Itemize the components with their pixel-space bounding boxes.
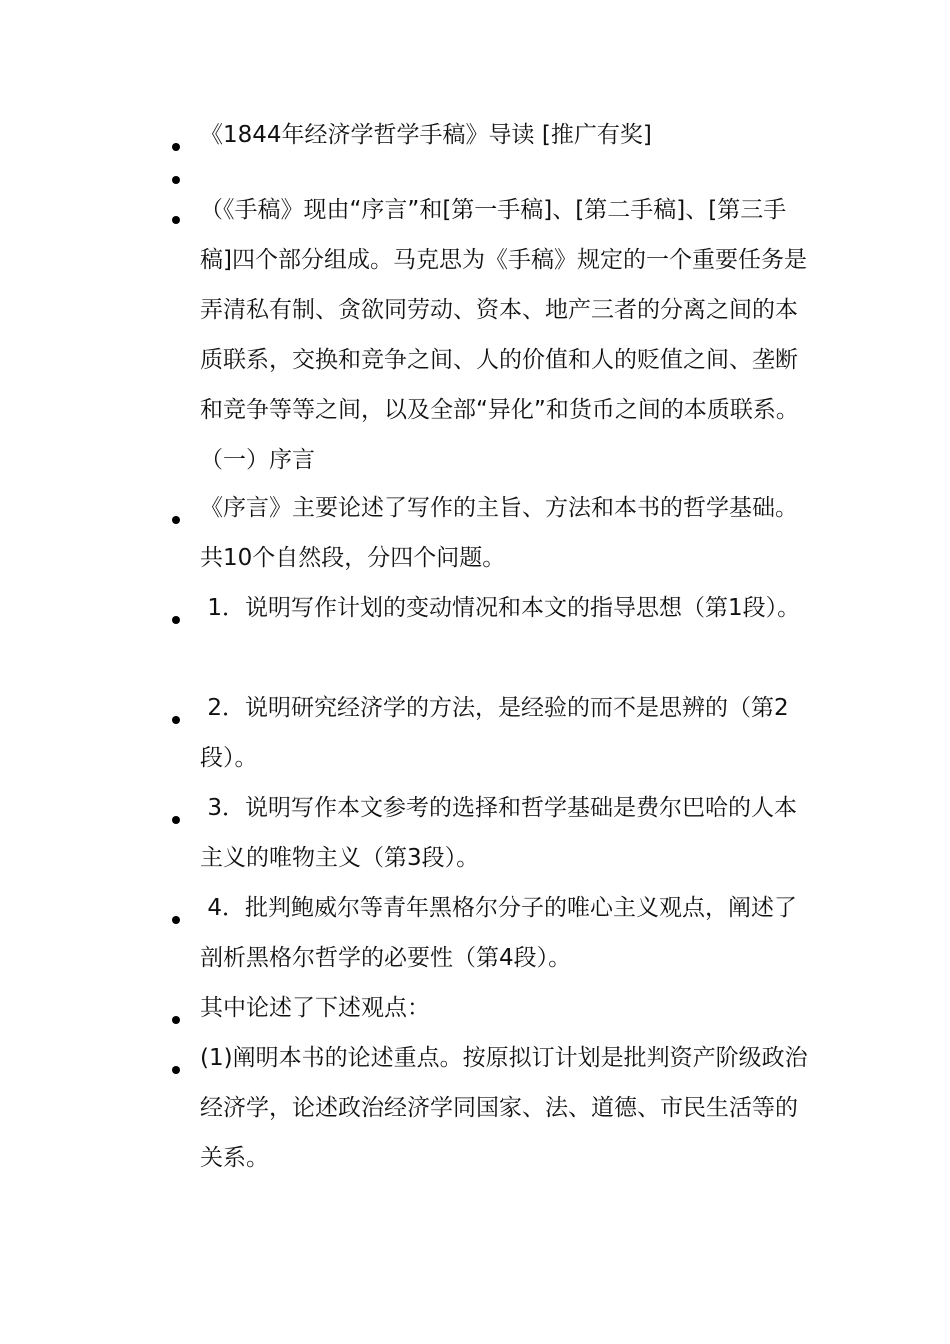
paragraph-intro: （《手稿》现由“序言”和[第一手稿]、[第二手稿]、[第三手稿]四个部分组成。马克思为《手稿》规定的一个重要任务是弄清私有制、贪欲同劳动、资本、地产三者的分离之间的本质联系，交换和竞争之间、人的价值和人的贬值之间、垄断和竞争等等之间，以及全部“异化”和货币之间的本质联系。 （一）序言 [200, 197, 807, 473]
bullet-icon [172, 1066, 180, 1074]
bullet-icon [172, 176, 180, 184]
bullet-icon [172, 716, 180, 724]
bullet-icon [172, 616, 180, 624]
bullet-icon [172, 916, 180, 924]
document-title: 《1844年经济学哲学手稿》导读 [推广有奖] [200, 122, 652, 148]
bullet-icon [172, 816, 180, 824]
paragraph-point-2: 2．说明研究经济学的方法，是经验的而不是思辨的（第2段）。 [200, 695, 789, 771]
bullet-icon [172, 1016, 180, 1024]
paragraph-lead-in: 其中论述了下述观点： [200, 995, 430, 1021]
paragraph-viewpoint-1: (1)阐明本书的论述重点。按原拟订计划是批判资产阶级政治经济学，论述政治经济学同国家、法、道德、市民生活等的关系。 [200, 1045, 808, 1171]
paragraph-point-3: 3．说明写作本文参考的选择和哲学基础是费尔巴哈的人本主义的唯物主义（第3段）。 [200, 795, 797, 871]
paragraph-preface-summary: 《序言》主要论述了写作的主旨、方法和本书的哲学基础。共10个自然段，分四个问题。 [200, 495, 798, 571]
bullet-icon [172, 143, 180, 151]
bullet-icon [172, 216, 180, 224]
paragraph-point-4: 4．批判鲍威尔等青年黑格尔分子的唯心主义观点，阐述了剖析黑格尔哲学的必要性（第4段）。 [200, 895, 797, 971]
bullet-icon [172, 516, 180, 524]
paragraph-point-1: 1．说明写作计划的变动情况和本文的指导思想（第1段）。 [200, 595, 801, 621]
